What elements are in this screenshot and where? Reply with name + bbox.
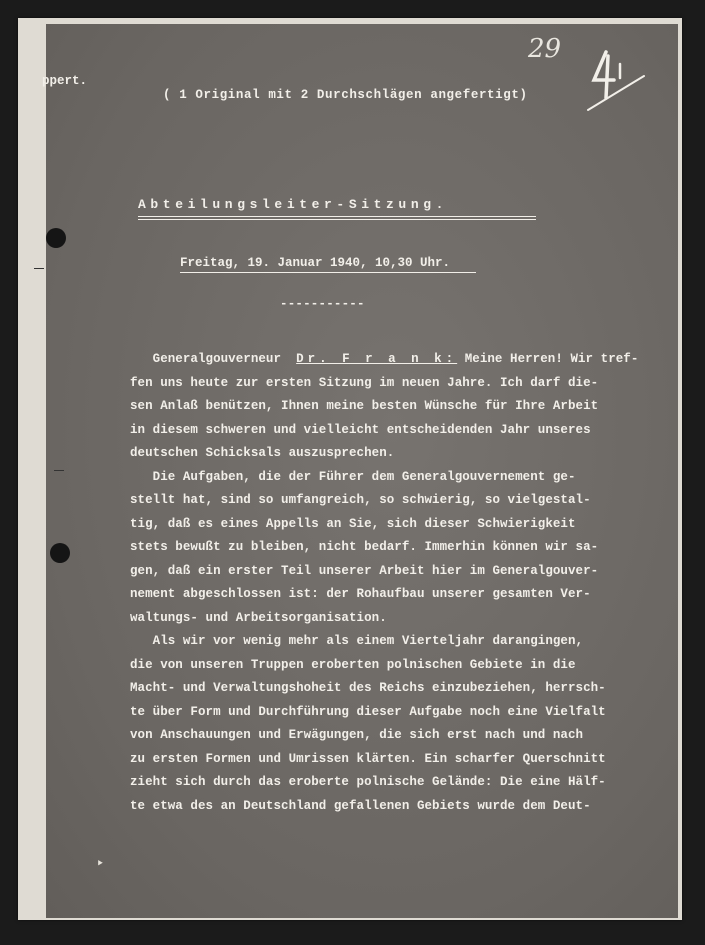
margin-tick xyxy=(34,268,44,269)
margin-pencil-mark: ‣ xyxy=(96,857,105,873)
handwritten-page-number: 29 xyxy=(528,34,562,64)
date-line: Freitag, 19. Januar 1940, 10,30 Uhr. xyxy=(180,256,451,270)
body-line: stellt hat, sind so umfangreich, so schwierig, so vielgestal- xyxy=(130,493,591,507)
body-line: te etwa des an Deutschland gefallenen Gebiets wurde dem Deut- xyxy=(130,798,591,813)
body-line: tig, daß es eines Appells an Sie, sich dieser Schwierigkeit xyxy=(130,516,576,531)
body-line: von Anschauungen und Erwägungen, die sich erst nach und nach xyxy=(130,728,584,742)
body-line: deutschen Schicksals auszusprechen. xyxy=(130,446,395,460)
body-line xyxy=(130,348,650,372)
punch-hole-bottom xyxy=(50,543,70,563)
body-line: sen Anlaß benützen, Ihnen meine besten Wünsche für Ihre Arbeit xyxy=(130,399,599,413)
body-line: zu ersten Formen und Umrissen klärten. Ein scharfer Querschnitt xyxy=(130,751,606,766)
document-title: Abteilungsleiter-Sitzung. xyxy=(138,197,449,212)
speaker-name: Dr. F r a n k: xyxy=(296,352,458,366)
body-line: in diesem schweren und vielleicht entscheidenden Jahr unseres xyxy=(130,422,591,437)
body-line: gen, daß ein erster Teil unserer Arbeit hier im Generalgouver- xyxy=(130,563,599,578)
separator-dashes: ----------- xyxy=(280,297,365,311)
body-line: die von unseren Truppen eroberten polnischen Gebiete in die xyxy=(130,657,576,672)
handwritten-folio-mark xyxy=(584,46,648,116)
title-underline xyxy=(138,216,536,217)
copy-note: ( 1 Original mit 2 Durchschlägen angefertigt) xyxy=(163,88,528,102)
punch-hole-top xyxy=(46,228,66,248)
body-line: fen uns heute zur ersten Sitzung im neuen Jahre. Ich darf die- xyxy=(130,375,599,390)
body-line: Als wir vor wenig mehr als einem Vierteljahr darangingen, xyxy=(130,634,584,648)
body-line: nement abgeschlossen ist: der Rohaufbau unserer gesamten Ver- xyxy=(130,587,591,601)
body-line: Macht- und Verwaltungshoheit des Reichs einzubeziehen, herrsch- xyxy=(130,681,606,695)
speaker-role: Generalgouverneur xyxy=(152,352,282,366)
body-line: te über Form und Durchführung dieser Aufgabe noch eine Vielfalt xyxy=(130,704,606,719)
body-line: waltungs- und Arbeitsorganisation. xyxy=(130,610,387,625)
title-underline xyxy=(138,219,536,220)
body-line: stets bewußt zu bleiben, nicht bedarf. Immerhin können wir sa- xyxy=(130,540,599,554)
body-line: zieht sich durch das eroberte polnische Gelände: Die eine Hälf- xyxy=(130,775,606,789)
header-fragment: ppert. xyxy=(42,74,88,88)
date-underline xyxy=(180,272,476,273)
margin-tick xyxy=(54,470,64,471)
body-line-text: Meine Herren! Wir tref- xyxy=(457,352,639,366)
body-text xyxy=(130,348,650,818)
body-line: Die Aufgaben, die der Führer dem Generalgouvernement ge- xyxy=(130,469,576,484)
